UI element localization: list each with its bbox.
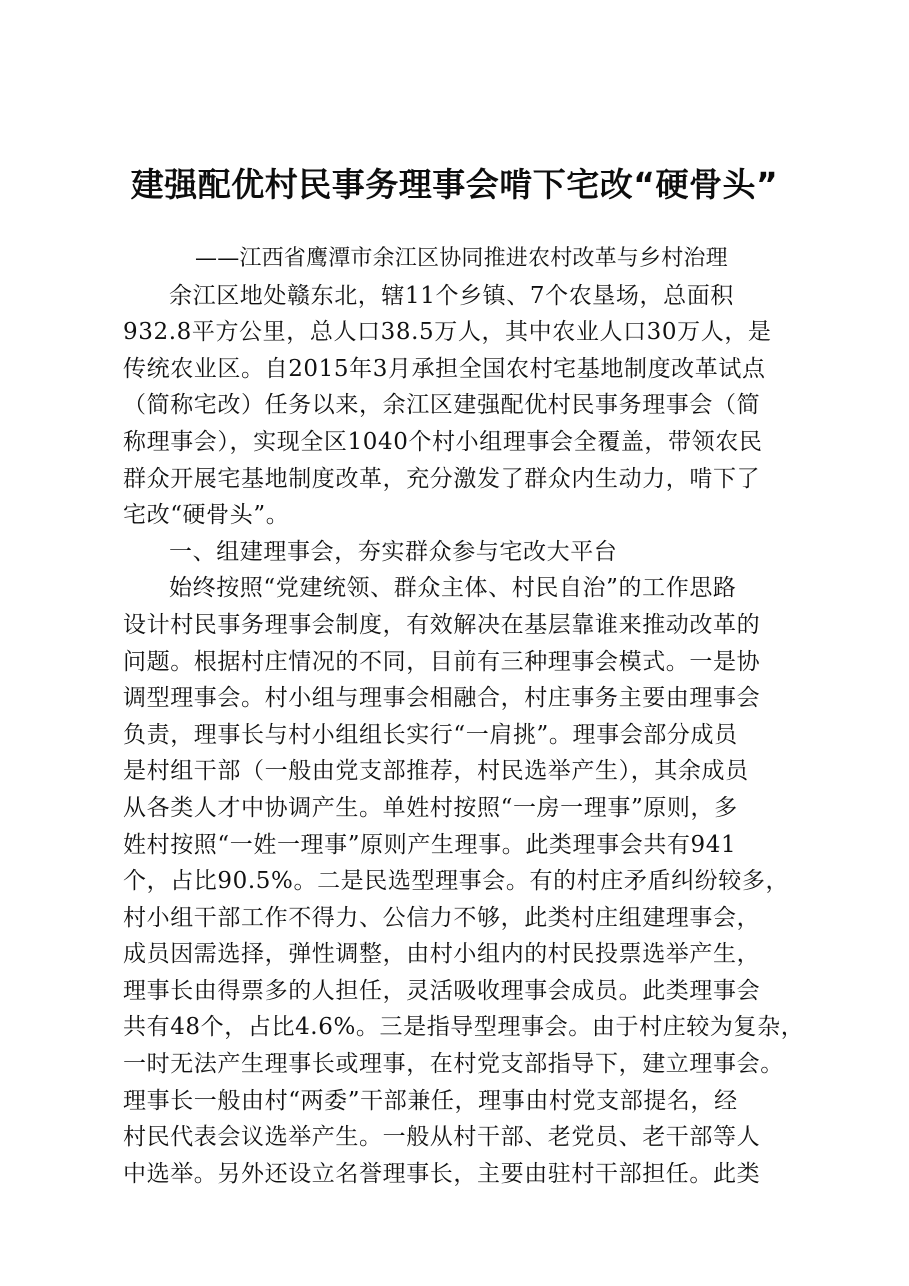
paragraph-line: 传统农业区。自2015年3月承担全国农村宅基地制度改革试点: [123, 355, 766, 382]
paragraph-line: 理事长一般由村“两委”干部兼任，理事由村党支部提名，经: [123, 1087, 738, 1114]
paragraph-line: 932.8平方公里，总人口38.5万人，其中农业人口30万人，是: [123, 319, 772, 346]
paragraph-line: 共有48个，占比4.6%。三是指导型理事会。由于村庄较为复杂，: [123, 1014, 805, 1041]
document-title: 建强配优村民事务理事会啃下宅改“硬骨头”: [130, 165, 779, 204]
paragraph-line: 村民代表会议选举产生。一般从村干部、老党员、老干部等人: [123, 1124, 761, 1151]
paragraph-line: 群众开展宅基地制度改革，充分激发了群众内生动力，啃下了: [123, 465, 761, 492]
paragraph-line: 村小组干部工作不得力、公信力不够，此类村庄组建理事会，: [123, 904, 761, 931]
paragraph-line: 成员因需选择，弹性调整，由村小组内的村民投票选举产生，: [123, 941, 761, 968]
section-heading: 一、组建理事会，夯实群众参与宅改大平台: [169, 538, 618, 565]
paragraph-line: （简称宅改）任务以来，余江区建强配优村民事务理事会（简: [123, 392, 761, 419]
paragraph-line: 姓村按照“一姓一理事”原则产生理事。此类理事会共有941: [123, 831, 737, 858]
document-subtitle: ——江西省鹰潭市余江区协同推进农村改革与乡村治理: [195, 246, 728, 271]
paragraph-line: 一时无法产生理事长或理事，在村党支部指导下，建立理事会。: [123, 1051, 784, 1078]
paragraph-line: 宅改“硬骨头”。: [123, 502, 290, 529]
document-body: [123, 241, 805, 1192]
paragraph-line: 称理事会），实现全区1040个村小组理事会全覆盖，带领农民: [123, 428, 763, 455]
paragraph-line: 是村组干部（一般由党支部推荐，村民选举产生），其余成员: [123, 758, 749, 785]
paragraph-line: 余江区地处赣东北，辖11个乡镇、7个农垦场，总面积: [169, 282, 734, 309]
paragraph-line: 个，占比90.5%。二是民选型理事会。有的村庄矛盾纠纷较多，: [123, 868, 790, 895]
paragraph-line: 问题。根据村庄情况的不同，目前有三种理事会模式。一是协: [123, 648, 761, 675]
paragraph-line: 调型理事会。村小组与理事会相融合，村庄事务主要由理事会: [123, 685, 761, 712]
paragraph-line: 设计村民事务理事会制度，有效解决在基层靠谁来推动改革的: [123, 611, 761, 638]
paragraph-line: 从各类人才中协调产生。单姓村按照“一房一理事”原则，多: [123, 794, 738, 821]
paragraph-line: 始终按照“党建统领、群众主体、村民自治”的工作思路: [169, 575, 737, 602]
paragraph-line: 中选举。另外还设立名誉理事长，主要由驻村干部担任。此类: [123, 1160, 761, 1187]
paragraph-line: 负责，理事长与村小组组长实行“一肩挑”。理事会部分成员: [123, 721, 738, 748]
paragraph-line: 理事长由得票多的人担任，灵活吸收理事会成员。此类理事会: [123, 977, 761, 1004]
